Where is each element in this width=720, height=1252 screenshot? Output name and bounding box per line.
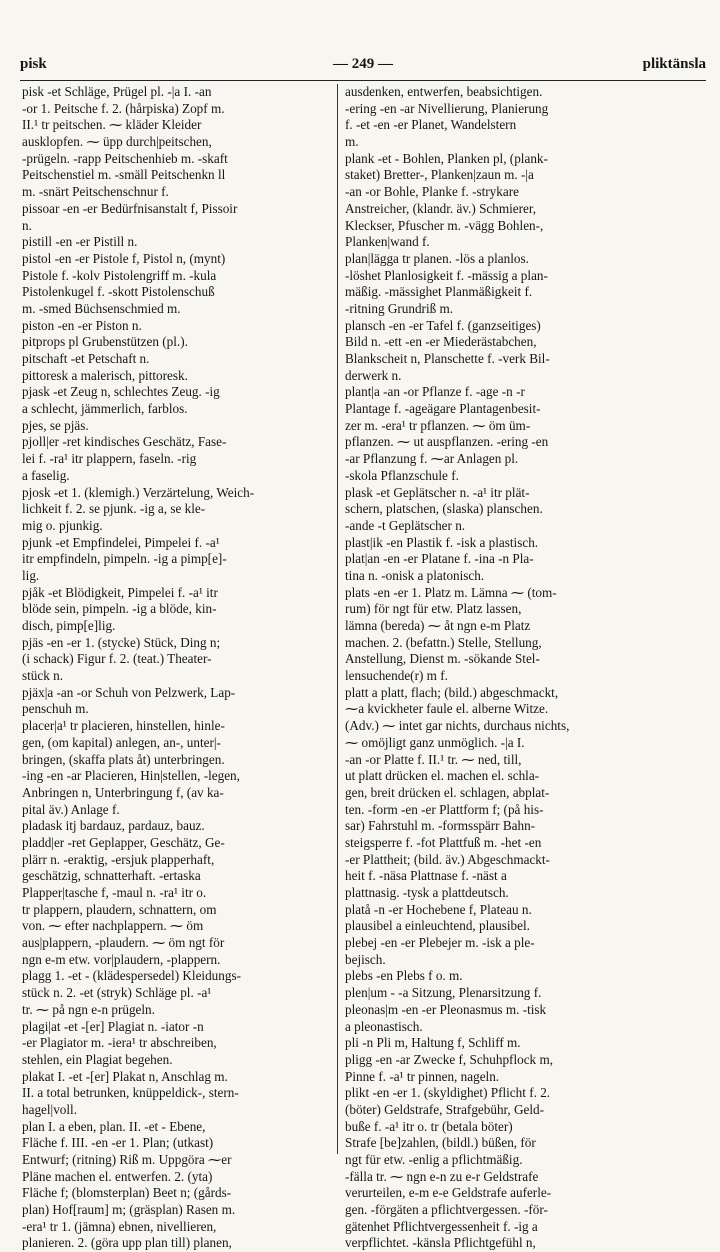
text-line: Anstreicher, (klandr. äv.) Schmierer,: [345, 200, 537, 216]
text-line: plen|um - -a Sitzung, Plenarsitzung f.: [345, 985, 542, 1001]
text-line: buße f. -a¹ itr o. tr (betala böter): [345, 1118, 513, 1134]
text-line: pisk -et Schläge, Prügel pl. -|a I. -an: [22, 84, 212, 99]
text-line: plausibel a einleuchtend, plausibel.: [345, 918, 530, 934]
text-line: -er Plagiator m. -iera¹ tr abschreiben,: [22, 1035, 217, 1051]
text-line: a faselig.: [22, 467, 70, 483]
text-line: Anbringen n, Unterbringung f, (av ka-: [22, 784, 224, 800]
text-line: pistol -en -er Pistole f, Pistol n, (mynt): [22, 250, 226, 266]
text-line: platt a platt, flach; (bild.) abgeschmackt,: [345, 684, 559, 700]
text-line: Bild n. -ett -en -er Miederästabchen,: [345, 334, 537, 350]
text-line: aus|plappern, -plaudern. ⁓ öm ngt för: [22, 935, 225, 951]
text-line: steigsperre f. -fot Plattfuß m. -het -en: [345, 834, 542, 850]
text-line: pitprops pl Grubenstützen (pl.).: [22, 334, 188, 350]
text-line: -ande -t Geplätscher n.: [345, 517, 466, 533]
text-line: ten. -form -en -er Plattform f; (på his-: [345, 801, 544, 817]
text-line: -löshet Planlosigkeit f. -mässig a plan-: [345, 267, 548, 283]
text-line: -prügeln. -rapp Peitschenhieb m. -skaft: [22, 150, 228, 166]
text-line: Pinne f. -a¹ tr pinnen, nageln.: [345, 1068, 500, 1084]
text-line: m. -snärt Peitschenschnur f.: [22, 184, 169, 200]
text-line: Strafe [be]zahlen, (bildl.) büßen, för: [345, 1135, 536, 1151]
text-line: pitschaft -et Petschaft n.: [22, 351, 150, 366]
text-line: pli -n Pli m, Haltung f, Schliff m.: [345, 1035, 521, 1051]
text-line: plebej -en -er Plebejer m. -isk a ple-: [345, 935, 535, 951]
text-line: pjoll|er -ret kindisches Geschätz, Fase-: [22, 434, 227, 450]
text-line: -ritning Grundriß m.: [345, 300, 454, 316]
text-line: pflanzen. ⁓ ut auspflanzen. -ering -en: [345, 434, 549, 450]
header-left-guideword: pisk: [20, 56, 47, 72]
text-line: lensuchende(r) m f.: [345, 668, 448, 684]
text-line: plärr n. -eraktig, -ersjuk plapperhaft,: [22, 851, 215, 867]
text-line: pjes, se pjäs.: [22, 417, 89, 433]
text-line: Pläne machen el. entwerfen. 2. (yta): [22, 1168, 213, 1184]
text-line: -fälla tr. ⁓ ngn e-n zu e-r Geldstrafe: [345, 1168, 539, 1184]
text-line: -skola Pflanzschule f.: [345, 467, 459, 483]
text-line: (i schack) Figur f. 2. (teat.) Theater-: [22, 651, 212, 667]
page-header: [20, 56, 706, 78]
text-line: pjunk -et Empfindelei, Pimpelei f. -a¹: [22, 534, 220, 550]
text-line: ⁓ omöjligt ganz unmöglich. -|a I.: [345, 734, 525, 750]
text-line: ngt für etw. -enlig a pflichtmäßig.: [345, 1152, 523, 1167]
text-line: mäßig. -mässighet Planmäßigkeit f.: [345, 284, 533, 300]
text-line: -an -or Bohle, Planke f. -strykare: [345, 184, 519, 200]
text-line: blöde sein, pimpeln. -ig a blöde, kin-: [22, 601, 217, 617]
text-line: stück n. 2. -et (stryk) Schläge pl. -a¹: [22, 985, 212, 1001]
text-line: ausdenken, entwerfen, beabsichtigen.: [345, 84, 543, 99]
text-line: plan I. a eben, plan. II. -et - Ebene,: [22, 1118, 206, 1134]
text-line: gen, (om kapital) anlegen, an-, unter|-: [22, 734, 221, 750]
text-line: verurteilen, e-m e-e Geldstrafe auferle-: [345, 1185, 552, 1201]
header-right-guideword: pliktänsla: [642, 56, 706, 72]
text-line: pladask itj bardauz, pardauz, bauz.: [22, 818, 205, 834]
page-number: — 249 —: [333, 56, 393, 72]
text-line: Anstellung, Dienst m. -sökande Stel-: [345, 651, 540, 667]
text-line: hagel|voll.: [22, 1101, 78, 1117]
text-line: stück n.: [22, 668, 64, 684]
text-line: plast|ik -en Plastik f. -isk a plastisch.: [345, 534, 539, 550]
text-line: lämna (bereda) ⁓ åt ngn e-m Platz: [345, 618, 531, 633]
text-line: pleonas|m -en -er Pleonasmus m. -tisk: [345, 1001, 547, 1017]
text-line: pittoresk a malerisch, pittoresk.: [22, 367, 188, 383]
text-line: pissoar -en -er Bedürfnisanstalt f, Pissoir: [22, 200, 238, 216]
left-column: [22, 84, 331, 1252]
text-line: pladd|er -ret Geplapper, Geschätz, Ge-: [22, 834, 225, 850]
text-line: geschätzig, schnatterhaft. -ertaska: [22, 868, 201, 884]
text-line: Plantage f. -ageägare Plantagenbesit-: [345, 401, 541, 417]
text-line: pital äv.) Anlage f.: [22, 801, 120, 817]
text-line: ut platt drücken el. machen el. schla-: [345, 768, 540, 784]
text-line: gätenhet Pflichtvergessenheit f. -ig a: [345, 1218, 538, 1234]
text-line: pjåk -et Blödigkeit, Pimpelei f. -a¹ itr: [22, 584, 218, 600]
text-line: plat|an -en -er Platane f. -ina -n Pla-: [345, 551, 534, 567]
text-line: rum) för ngt für etw. Platz lassen,: [345, 601, 522, 617]
text-line: plattnasig. -tysk a plattdeutsch.: [345, 885, 509, 900]
text-line: verpflichtet. -känsla Pflichtgefühl n,: [345, 1235, 536, 1251]
text-line: ⁓a kvickheter faule el. alberne Witze.: [345, 701, 549, 717]
text-line: placer|a¹ tr placieren, hinstellen, hinle-: [22, 718, 225, 734]
column-divider: [337, 84, 338, 1154]
text-line: -ering -en -ar Nivellierung, Planierung: [345, 100, 549, 116]
text-line: plan|lägga tr planen. -lös a planlos.: [345, 250, 529, 266]
text-line: n.: [22, 217, 32, 233]
text-line: Pistolenkugel f. -skott Pistolenschuß: [22, 284, 215, 300]
text-line: Entwurf; (ritning) Riß m. Uppgöra ⁓er: [22, 1152, 232, 1167]
text-line: pjäx|a -an -or Schuh von Pelzwerk, Lap-: [22, 684, 236, 700]
text-line: -or 1. Peitsche f. 2. (hårpiska) Zopf m.: [22, 100, 225, 116]
text-line: zer m. -era¹ tr pflanzen. ⁓ öm üm-: [345, 417, 531, 433]
text-line: pjäs -en -er 1. (stycke) Stück, Ding n;: [22, 634, 221, 650]
text-line: plant|a -an -or Pflanze f. -age -n -r: [345, 384, 525, 400]
text-line: Blankscheit n, Planschette f. -verk Bil-: [345, 351, 550, 366]
text-line: derwerk n.: [345, 367, 402, 383]
text-line: disch, pimp[e]lig.: [22, 618, 116, 633]
text-line: mig o. pjunkig.: [22, 517, 103, 533]
text-line: gen, breit drücken el. schlagen, abplat-: [345, 784, 550, 800]
right-column: [345, 84, 710, 1252]
text-line: plebs -en Plebs f o. m.: [345, 968, 463, 984]
text-line: plank -et - Bohlen, Planken pl, (plank-: [345, 150, 548, 166]
text-line: plask -et Geplätscher n. -a¹ itr plät-: [345, 484, 530, 500]
text-line: pligg -en -ar Zwecke f, Schuhpflock m,: [345, 1051, 553, 1067]
text-line: ngn e-m etw. vor|plaudern, -plappern.: [22, 951, 221, 967]
text-line: penschuh m.: [22, 701, 89, 717]
text-line: plansch -en -er Tafel f. (ganzseitiges): [345, 317, 541, 333]
text-line: bejisch.: [345, 951, 386, 967]
text-line: Fläche f; (blomsterplan) Beet n; (gårds-: [22, 1185, 232, 1201]
text-line: f. -et -en -er Planet, Wandelstern: [345, 117, 517, 133]
text-line: machen. 2. (befattn.) Stelle, Stellung,: [345, 634, 542, 650]
text-line: schern, platschen, (slaska) planschen.: [345, 501, 543, 517]
text-line: gen. -förgäten a pflichtvergessen. -för-: [345, 1202, 548, 1218]
text-line: itr empfindeln, pimpeln. -ig a pimp[e]-: [22, 551, 227, 567]
text-line: pjask -et Zeug n, schlechtes Zeug. -ig: [22, 384, 220, 400]
text-line: platå -n -er Hochebene f, Plateau n.: [345, 901, 532, 917]
text-line: tr. ⁓ på ngn e-n prügeln.: [22, 1001, 155, 1017]
text-line: staket) Bretter-, Planken|zaun m. -|a: [345, 167, 534, 183]
text-line: plagg 1. -et - (klädespersedel) Kleidungs-: [22, 968, 241, 984]
text-line: -era¹ tr 1. (jämna) ebnen, nivellieren,: [22, 1218, 217, 1234]
text-line: von. ⁓ efter nachplappern. ⁓ öm: [22, 918, 204, 934]
text-line: Pistole f. -kolv Pistolengriff m. -kula: [22, 267, 217, 283]
text-line: lichkeit f. 2. se pjunk. -ig a, se kle-: [22, 501, 206, 517]
text-line: II.¹ tr peitschen. ⁓ kläder Kleider: [22, 117, 202, 133]
text-line: a schlecht, jämmerlich, farblos.: [22, 401, 188, 417]
text-line: Peitschenstiel m. -smäll Peitschenkn ll: [22, 167, 226, 183]
text-line: tina n. -onisk a platonisch.: [345, 567, 485, 583]
text-line: plikt -en -er 1. (skyldighet) Pflicht f. 2.: [345, 1085, 551, 1101]
text-line: lei f. -ra¹ itr plappern, faseln. -rig: [22, 451, 197, 467]
text-line: plan) Hof[raum] m; (gräsplan) Rasen m.: [22, 1202, 236, 1218]
header-rule: [20, 80, 706, 81]
text-line: -an -or Platte f. II.¹ tr. ⁓ ned, till,: [345, 751, 522, 767]
text-line: II. a total betrunken, knüppeldick-, stern-: [22, 1085, 239, 1101]
text-line: -er Plattheit; (bild. äv.) Abgeschmackt-: [345, 851, 550, 867]
text-line: ausklopfen. ⁓ üpp durch|peitschen,: [22, 134, 212, 150]
text-line: heit f. -näsa Plattnase f. -näst a: [345, 868, 507, 884]
text-line: Kleckser, Pfuscher m. -vägg Bohlen-,: [345, 217, 544, 233]
text-line: tr plappern, plaudern, schnattern, om: [22, 901, 217, 917]
text-line: (böter) Geldstrafe, Strafgebühr, Geld-: [345, 1101, 545, 1117]
text-line: pjosk -et 1. (klemigh.) Verzärtelung, Weich-: [22, 484, 255, 500]
text-line: Planken|wand f.: [345, 234, 430, 250]
text-line: -ing -en -ar Placieren, Hin|stellen, -legen,: [22, 768, 240, 784]
text-line: plagi|at -et -[er] Plagiat n. -iator -n: [22, 1018, 204, 1034]
text-line: Plapper|tasche f, -maul n. -ra¹ itr o.: [22, 885, 207, 900]
text-line: lig.: [22, 567, 40, 583]
text-line: stehlen, ein Plagiat begehen.: [22, 1051, 173, 1067]
text-line: planieren. 2. (göra upp plan till) planen,: [22, 1235, 232, 1251]
text-line: Fläche f. III. -en -er 1. Plan; (utkast): [22, 1135, 214, 1151]
text-line: m.: [345, 134, 359, 150]
text-line: m. -smed Büchsenschmied m.: [22, 300, 181, 316]
text-line: plakat I. -et -[er] Plakat n, Anschlag m.: [22, 1068, 228, 1084]
text-line: plats -en -er 1. Platz m. Lämna ⁓ (tom-: [345, 584, 557, 600]
text-line: sar) Fahrstuhl m. -formsspärr Bahn-: [345, 818, 536, 834]
text-line: pistill -en -er Pistill n.: [22, 234, 138, 250]
text-line: -ar Pflanzung f. ⁓ar Anlagen pl.: [345, 451, 519, 467]
text-line: a pleonastisch.: [345, 1018, 423, 1034]
text-line: piston -en -er Piston n.: [22, 317, 142, 333]
text-line: bringen, (skaffa plats åt) unterbringen.: [22, 751, 225, 767]
text-line: (Adv.) ⁓ intet gar nichts, durchaus nichts,: [345, 718, 570, 734]
